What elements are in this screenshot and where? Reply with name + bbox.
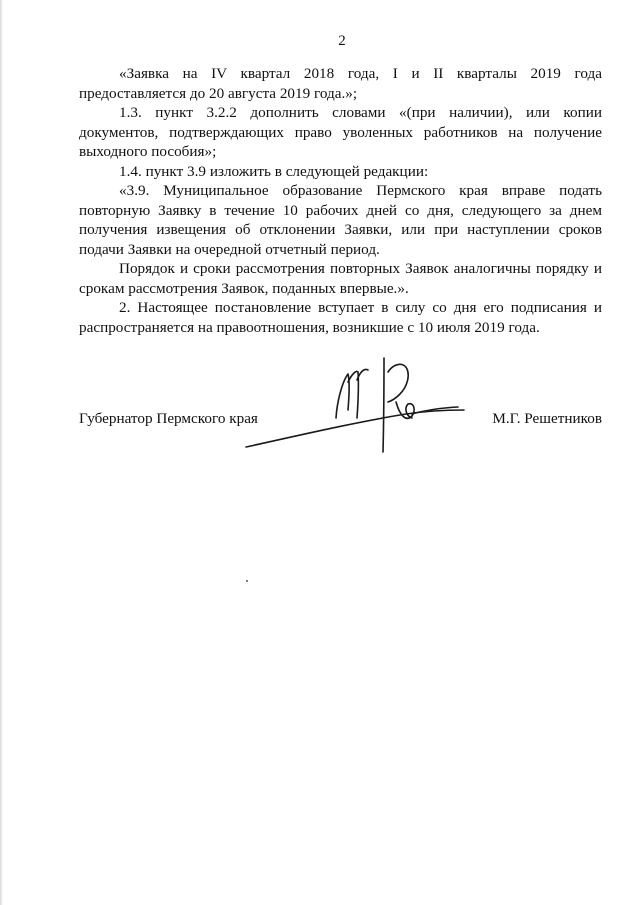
paragraph-item-3-9: «3.9. Муниципальное образование Пермского края вправе подать повторную Заявку в течение 10 рабочих дней со дня, следующего за днем получения извещения об отклонении Заявки, или при наступлении сроков подачи Заявки на очередной отчетный период. — [79, 182, 602, 258]
scan-edge — [0, 0, 3, 905]
paragraph-effective-date: 2. Настоящее постановление вступает в силу со дня его подписания и распространяется на правоотношения, возникшие с 10 июля 2019 года. — [79, 299, 602, 336]
signature-row — [79, 410, 602, 432]
paragraph-review-procedure: Порядок и сроки рассмотрения повторных Заявок аналогичны порядку и срокам рассмотрения Заявок, поданных впервые.». — [79, 260, 602, 297]
signer-name: М.Г. Решетников — [492, 410, 602, 427]
scan-speck — [246, 580, 248, 582]
signer-title: Губернатор Пермского края — [79, 410, 258, 427]
paragraph-item-1-3: 1.3. пункт 3.2.2 дополнить словами «(при наличии), или копии документов, подтверждающих право уволенных работников на получение выходного пособия»; — [79, 104, 602, 160]
paragraph-item-1-4: 1.4. пункт 3.9 изложить в следующей редакции: — [119, 162, 429, 180]
document-body — [79, 64, 602, 337]
paragraph-quarter-deadline: «Заявка на IV квартал 2018 года, I и II кварталы 2019 года предоставляется до 20 августа 2019 года.»; — [79, 65, 602, 102]
page-number: 2 — [338, 33, 346, 49]
handwritten-signature — [236, 352, 476, 462]
